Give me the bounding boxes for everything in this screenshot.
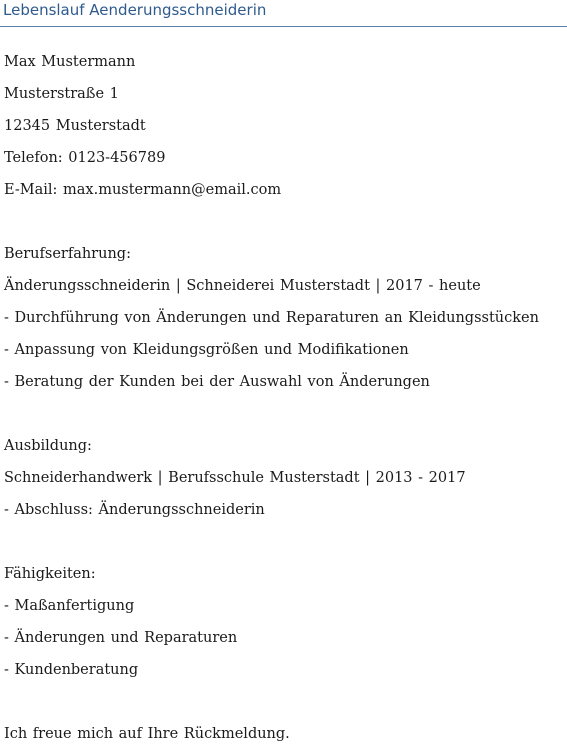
contact-street: Musterstraße 1 xyxy=(4,86,119,102)
experience-heading: Berufserfahrung: xyxy=(4,246,131,262)
skills-item: - Änderungen und Reparaturen xyxy=(4,630,238,646)
experience-position: Änderungsschneiderin | Schneiderei Musterstadt | 2017 - heute xyxy=(4,278,481,294)
skills-heading: Fähigkeiten: xyxy=(4,566,96,582)
education-item: - Abschluss: Änderungsschneiderin xyxy=(4,502,265,518)
document-title: Lebenslauf Aenderungsschneiderin xyxy=(3,1,267,19)
section-spacer xyxy=(4,404,564,436)
section-spacer xyxy=(4,532,564,564)
education-entry: Schneiderhandwerk | Berufsschule Musterstadt | 2013 - 2017 xyxy=(4,470,466,486)
experience-item: - Durchführung von Änderungen und Reparaturen an Kleidungsstücken xyxy=(4,310,539,326)
document-body xyxy=(4,52,564,756)
skills-item: - Maßanfertigung xyxy=(4,598,135,614)
education-heading: Ausbildung: xyxy=(4,438,92,454)
document-header xyxy=(0,0,567,27)
contact-name: Max Mustermann xyxy=(4,54,136,70)
contact-city: 12345 Musterstadt xyxy=(4,118,146,134)
skills-item: - Kundenberatung xyxy=(4,662,139,678)
contact-phone: Telefon: 0123-456789 xyxy=(4,150,166,166)
experience-item: - Anpassung von Kleidungsgrößen und Modifikationen xyxy=(4,342,409,358)
section-spacer xyxy=(4,692,564,724)
section-spacer xyxy=(4,212,564,244)
experience-item: - Beratung der Kunden bei der Auswahl von Änderungen xyxy=(4,374,430,390)
closing-text: Ich freue mich auf Ihre Rückmeldung. xyxy=(4,726,290,742)
contact-email: E-Mail: max.mustermann@email.com xyxy=(4,182,282,198)
